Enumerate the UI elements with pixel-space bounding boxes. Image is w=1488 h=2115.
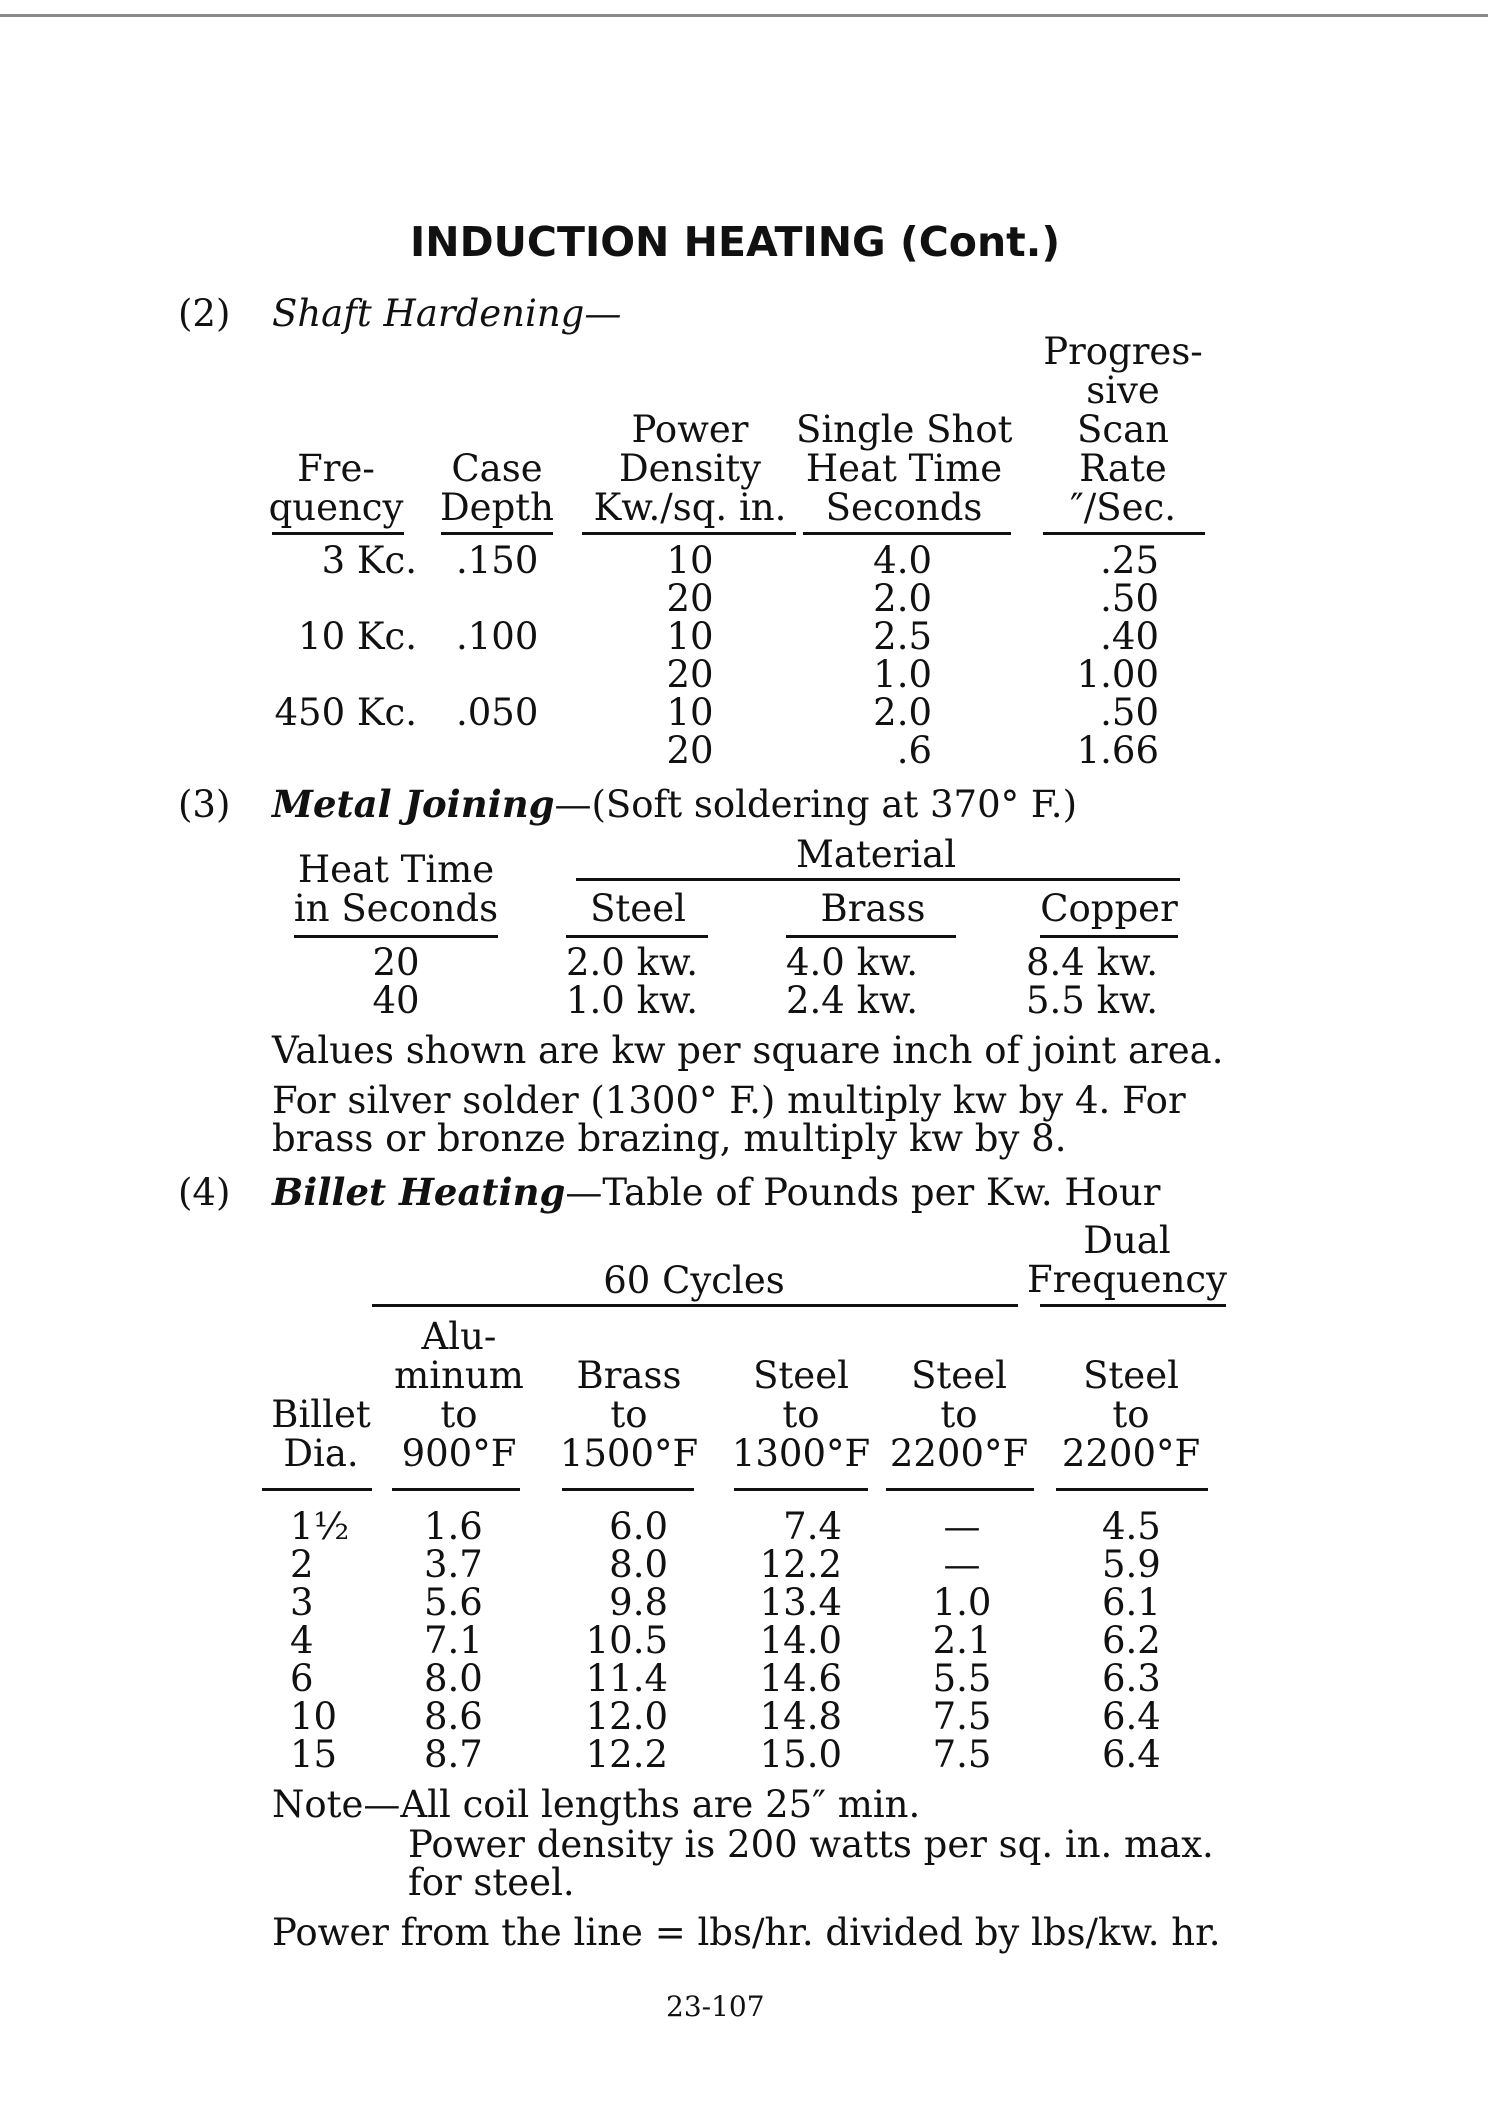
s3-header-steel: Steel — [590, 887, 686, 930]
table-cell: 1.6 — [424, 1505, 483, 1548]
table-cell: 7.5 — [932, 1733, 992, 1776]
table-cell: 12.2 — [759, 1543, 842, 1586]
s4-header-steel-1300: Steel to 1300°F — [731, 1354, 871, 1475]
table-cell: 7.4 — [783, 1505, 842, 1548]
note-coil-length: —All coil lengths are 25″ min. — [363, 1783, 921, 1826]
s4-header-dual-steel-2200: Steel to 2200°F — [1061, 1354, 1201, 1475]
table-cell: 4.5 — [1102, 1505, 1161, 1548]
s2-header-frequency: Fre- quency — [268, 447, 404, 529]
table-cell: 6.1 — [1102, 1581, 1161, 1624]
table-cell: 14.6 — [759, 1657, 842, 1700]
section-4-title-line — [272, 1170, 1161, 1214]
table-cell: 4.0 — [873, 539, 932, 582]
table-cell: 7.5 — [932, 1695, 992, 1738]
s2-rule-power — [582, 532, 796, 535]
s4-note-line-1 — [272, 1783, 921, 1826]
s4-col-billet-dia — [290, 1505, 370, 1776]
s2-col-scan-rate — [1040, 539, 1159, 772]
section-2-number: (2) — [178, 292, 231, 335]
table-cell: .6 — [896, 729, 932, 772]
section-2-title: Shaft Hardening— — [272, 292, 622, 335]
s4-col-steel-2200 — [912, 1505, 1012, 1776]
table-cell: 1.0 kw. — [566, 979, 699, 1022]
s4-rule-aluminum — [392, 1488, 520, 1491]
s3-header-brass: Brass — [820, 887, 926, 930]
table-cell: 6.4 — [1102, 1695, 1161, 1738]
table-cell: 11.4 — [585, 1657, 668, 1700]
s3-rule-steel — [566, 935, 708, 938]
table-cell: 6 — [290, 1657, 314, 1700]
s3-col-heat-time — [336, 941, 456, 1022]
s2-col-heat-time — [820, 539, 932, 772]
note-label: Note — [272, 1783, 364, 1826]
table-cell: 4.0 kw. — [786, 941, 919, 984]
s4-col-steel-1300 — [740, 1505, 842, 1776]
s3-rule-copper — [1040, 935, 1178, 938]
s4-rule-60-cycles — [372, 1304, 1018, 1307]
s4-header-60-cycles: 60 Cycles — [603, 1259, 785, 1302]
table-cell: 20 — [372, 941, 420, 984]
table-cell: 6.4 — [1102, 1733, 1161, 1776]
s2-col-frequency — [250, 539, 417, 770]
table-cell: — — [943, 1543, 981, 1586]
section-3-subtitle: —(Soft soldering at 370° F.) — [554, 783, 1078, 826]
table-cell: 8.0 — [609, 1543, 668, 1586]
table-cell: 3.7 — [424, 1543, 483, 1586]
table-cell: 2.1 — [932, 1619, 992, 1662]
s4-note-line-2: Power density is 200 watts per sq. in. max. — [408, 1823, 1214, 1866]
s4-col-brass — [570, 1505, 668, 1776]
table-cell — [456, 656, 556, 694]
table-cell: .100 — [456, 615, 539, 658]
s3-header-heat-time: Heat Time in Seconds — [293, 848, 499, 930]
s2-header-case-depth: Case Depth — [440, 447, 554, 529]
table-cell: 8.4 kw. — [1026, 941, 1159, 984]
table-cell: 2.0 kw. — [566, 941, 699, 984]
s4-rule-dual — [1040, 1304, 1226, 1307]
table-cell: — — [943, 1505, 981, 1548]
table-cell: 5.9 — [1102, 1543, 1161, 1586]
s4-col-aluminum — [424, 1505, 514, 1776]
table-cell: 8.0 — [424, 1657, 483, 1700]
table-cell: 6.2 — [1102, 1619, 1161, 1662]
table-cell: 2.0 — [873, 691, 932, 734]
section-3-title: Metal Joining — [272, 782, 555, 826]
s4-rule-dual-steel — [1056, 1488, 1208, 1491]
table-cell: 5.6 — [424, 1581, 483, 1624]
table-cell — [456, 580, 556, 618]
table-cell: .40 — [1100, 615, 1159, 658]
section-4-subtitle: —Table of Pounds per Kw. Hour — [565, 1171, 1161, 1214]
table-cell: 12.2 — [585, 1733, 668, 1776]
s3-rule-time — [294, 935, 498, 938]
table-cell: 10 — [666, 691, 714, 734]
page-title: INDUCTION HEATING (Cont.) — [410, 218, 1061, 266]
table-cell: 1½ — [290, 1505, 350, 1548]
section-4-number: (4) — [178, 1171, 231, 1214]
table-cell: 12.0 — [585, 1695, 668, 1738]
table-cell: 1.66 — [1076, 729, 1159, 772]
s2-header-single-shot: Single Shot Heat Time Seconds — [796, 408, 1013, 529]
s4-header-brass: Brass to 1500°F — [559, 1354, 699, 1475]
s3-header-material: Material — [795, 833, 957, 876]
page-number: 23-107 — [666, 1990, 765, 2023]
table-cell: 14.8 — [759, 1695, 842, 1738]
table-cell: 15 — [290, 1733, 338, 1776]
s4-header-billet-dia: Billet Dia. — [271, 1393, 371, 1475]
table-cell: 13.4 — [759, 1581, 842, 1624]
table-cell: 5.5 kw. — [1026, 979, 1159, 1022]
table-cell: 9.8 — [609, 1581, 668, 1624]
s3-col-copper — [1026, 941, 1186, 1022]
table-cell: 20 — [666, 653, 714, 696]
table-cell: 6.0 — [609, 1505, 668, 1548]
s2-rule-case — [441, 532, 553, 535]
s3-col-steel — [566, 941, 726, 1022]
s2-header-scan-rate: Progres- sive Scan Rate ″/Sec. — [1043, 330, 1203, 529]
s3-rule-material — [576, 878, 1180, 881]
s3-note-joint-area: Values shown are kw per square inch of joint area. — [272, 1029, 1224, 1072]
section-4-title: Billet Heating — [272, 1170, 566, 1214]
s4-rule-brass — [562, 1488, 694, 1491]
table-cell: .050 — [456, 691, 539, 734]
section-3-title-line — [272, 782, 1078, 826]
s3-header-copper: Copper — [1040, 887, 1178, 930]
s2-rule-time — [803, 532, 1011, 535]
table-cell: 10 Kc. — [298, 615, 417, 658]
table-cell: 10 — [666, 615, 714, 658]
table-cell: .50 — [1100, 577, 1159, 620]
section-3-number: (3) — [178, 783, 231, 826]
s2-rule-frequency — [272, 532, 404, 535]
table-cell: 2 — [290, 1543, 314, 1586]
table-cell: 1.0 — [932, 1581, 992, 1624]
table-cell: 10.5 — [585, 1619, 668, 1662]
s4-rule-steel-1300 — [734, 1488, 868, 1491]
table-cell: 10 — [666, 539, 714, 582]
table-cell: 1.0 — [873, 653, 932, 696]
table-cell: 10 — [290, 1695, 338, 1738]
s3-note-brazing: brass or bronze brazing, multiply kw by 8. — [272, 1117, 1067, 1160]
table-cell: 40 — [372, 979, 420, 1022]
s3-col-brass — [786, 941, 946, 1022]
table-cell: 7.1 — [424, 1619, 483, 1662]
table-cell: .25 — [1100, 539, 1159, 582]
table-cell: 2.5 — [873, 615, 932, 658]
table-cell — [250, 732, 417, 770]
table-cell: 6.3 — [1102, 1657, 1161, 1700]
s3-note-silver-solder: For silver solder (1300° F.) multiply kw by 4. For — [272, 1079, 1186, 1122]
s4-formula: Power from the line = lbs/hr. divided by lbs/kw. hr. — [272, 1911, 1221, 1954]
table-cell: 8.6 — [424, 1695, 483, 1738]
table-cell: .50 — [1100, 691, 1159, 734]
table-cell: 2.0 — [873, 577, 932, 620]
table-cell: 20 — [666, 577, 714, 620]
table-cell: .150 — [456, 539, 539, 582]
table-cell: 3 — [290, 1581, 314, 1624]
s3-rule-brass — [786, 935, 956, 938]
s4-rule-steel-2200 — [886, 1488, 1034, 1491]
s4-col-dual-steel — [1102, 1505, 1192, 1776]
s4-rule-dia — [262, 1488, 372, 1491]
s4-header-steel-2200: Steel to 2200°F — [889, 1354, 1029, 1475]
table-cell: 450 Kc. — [274, 691, 417, 734]
s2-rule-rate — [1043, 532, 1205, 535]
s2-col-case-depth — [456, 539, 556, 770]
s2-col-power — [640, 539, 740, 772]
table-cell: 20 — [666, 729, 714, 772]
table-cell — [250, 580, 417, 618]
s2-header-power-density: Power Density Kw./sq. in. — [593, 408, 787, 529]
table-cell: 14.0 — [759, 1619, 842, 1662]
table-cell: 4 — [290, 1619, 314, 1662]
table-cell: 1.00 — [1076, 653, 1159, 696]
table-cell — [456, 732, 556, 770]
s4-header-dual-frequency: Dual Frequency — [1026, 1219, 1228, 1301]
table-cell: 8.7 — [424, 1733, 483, 1776]
table-cell: 15.0 — [759, 1733, 842, 1776]
table-cell: 2.4 kw. — [786, 979, 919, 1022]
table-cell: 3 Kc. — [321, 539, 417, 582]
s4-header-aluminum: Alu- minum to 900°F — [394, 1315, 524, 1475]
table-cell: 5.5 — [932, 1657, 992, 1700]
table-cell — [250, 656, 417, 694]
s4-note-line-3: for steel. — [408, 1861, 575, 1904]
